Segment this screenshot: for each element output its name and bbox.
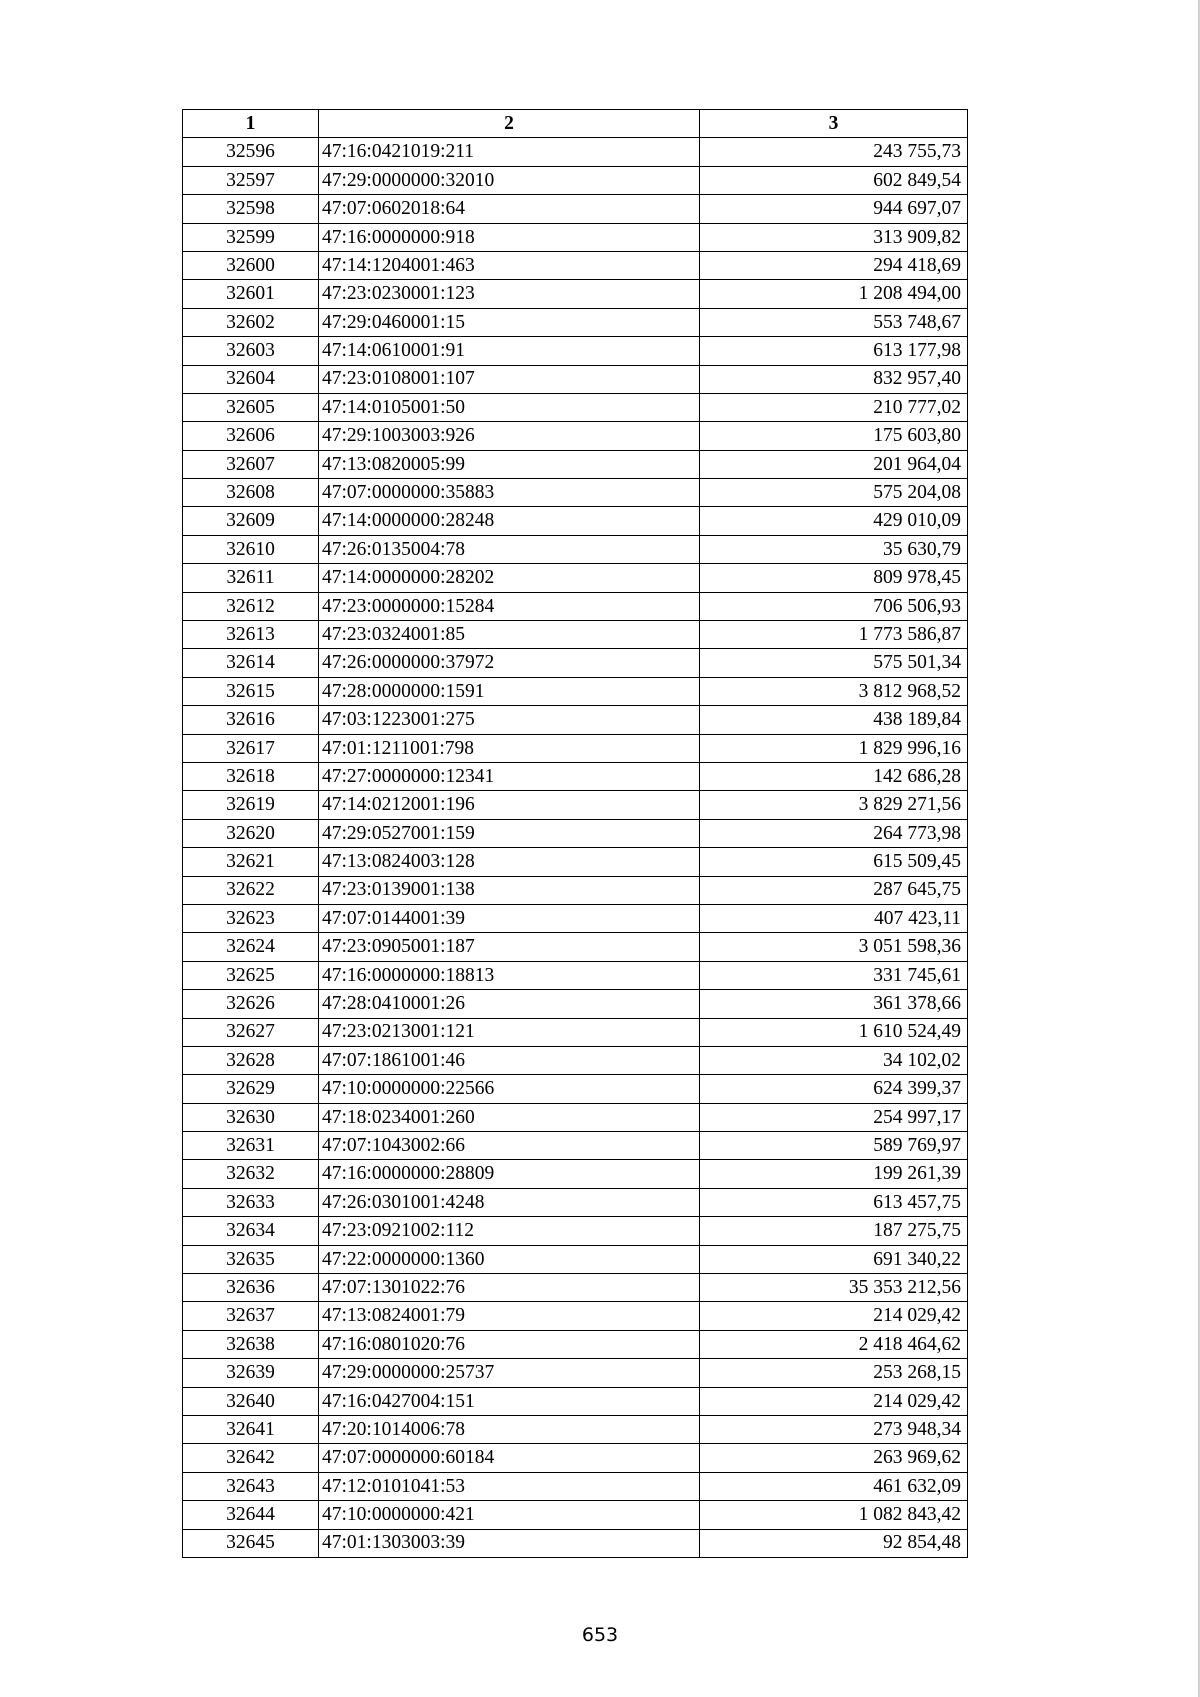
- cadastral-number-cell: 47:14:0610001:91: [319, 337, 700, 365]
- row-number-cell: 32599: [183, 223, 319, 251]
- row-number-cell: 32644: [183, 1501, 319, 1529]
- table-row: [183, 1302, 968, 1330]
- cadastral-number-cell: 47:29:0460001:15: [319, 308, 700, 336]
- cadastral-number-cell: 47:13:0824003:128: [319, 848, 700, 876]
- cadastral-number-cell: 47:16:0427004:151: [319, 1387, 700, 1415]
- value-cell: 187 275,75: [700, 1217, 968, 1245]
- cadastral-number-cell: 47:07:1043002:66: [319, 1132, 700, 1160]
- value-cell: 34 102,02: [700, 1046, 968, 1074]
- value-cell: 3 812 968,52: [700, 677, 968, 705]
- table-row: [183, 1160, 968, 1188]
- row-number-cell: 32597: [183, 166, 319, 194]
- table-row: [183, 961, 968, 989]
- row-number-cell: 32640: [183, 1387, 319, 1415]
- value-cell: 243 755,73: [700, 138, 968, 166]
- row-number-cell: 32628: [183, 1046, 319, 1074]
- cadastral-number-cell: 47:28:0410001:26: [319, 990, 700, 1018]
- page-number: 653: [581, 1624, 619, 1646]
- cadastral-number-cell: 47:23:0921002:112: [319, 1217, 700, 1245]
- row-number-cell: 32625: [183, 961, 319, 989]
- value-cell: 214 029,42: [700, 1387, 968, 1415]
- value-cell: 142 686,28: [700, 762, 968, 790]
- cadastral-number-cell: 47:29:1003003:926: [319, 422, 700, 450]
- cadastral-number-cell: 47:07:0000000:60184: [319, 1444, 700, 1472]
- value-cell: 944 697,07: [700, 195, 968, 223]
- value-cell: 35 630,79: [700, 535, 968, 563]
- value-cell: 264 773,98: [700, 819, 968, 847]
- cadastral-number-cell: 47:16:0000000:918: [319, 223, 700, 251]
- table-row: [183, 195, 968, 223]
- row-number-cell: 32624: [183, 933, 319, 961]
- row-number-cell: 32638: [183, 1330, 319, 1358]
- cadastral-number-cell: 47:14:0212001:196: [319, 791, 700, 819]
- table-row: [183, 1444, 968, 1472]
- row-number-cell: 32608: [183, 479, 319, 507]
- table-row: [183, 677, 968, 705]
- cadastral-number-cell: 47:23:0108001:107: [319, 365, 700, 393]
- value-cell: 175 603,80: [700, 422, 968, 450]
- row-number-cell: 32600: [183, 251, 319, 279]
- table-row: [183, 1132, 968, 1160]
- cadastral-number-cell: 47:14:0000000:28248: [319, 507, 700, 535]
- value-cell: 313 909,82: [700, 223, 968, 251]
- cadastral-number-cell: 47:23:0230001:123: [319, 280, 700, 308]
- cadastral-number-cell: 47:23:0213001:121: [319, 1018, 700, 1046]
- row-number-cell: 32604: [183, 365, 319, 393]
- table-row: [183, 876, 968, 904]
- table-row: [183, 734, 968, 762]
- table-row: [183, 393, 968, 421]
- table-row: [183, 337, 968, 365]
- cadastral-number-cell: 47:20:1014006:78: [319, 1415, 700, 1443]
- table-row: [183, 649, 968, 677]
- table-row: [183, 479, 968, 507]
- table-row: [183, 706, 968, 734]
- row-number-cell: 32630: [183, 1103, 319, 1131]
- cadastral-number-cell: 47:26:0000000:37972: [319, 649, 700, 677]
- column-header-2: 2: [319, 110, 700, 138]
- row-number-cell: 32606: [183, 422, 319, 450]
- row-number-cell: 32643: [183, 1472, 319, 1500]
- table-row: [183, 592, 968, 620]
- cadastral-number-cell: 47:23:0324001:85: [319, 621, 700, 649]
- value-cell: 429 010,09: [700, 507, 968, 535]
- value-cell: 263 969,62: [700, 1444, 968, 1472]
- cadastral-number-cell: 47:23:0000000:15284: [319, 592, 700, 620]
- value-cell: 691 340,22: [700, 1245, 968, 1273]
- cadastral-number-cell: 47:14:1204001:463: [319, 251, 700, 279]
- row-number-cell: 32603: [183, 337, 319, 365]
- table-row: [183, 280, 968, 308]
- cadastral-number-cell: 47:29:0000000:25737: [319, 1359, 700, 1387]
- value-cell: 1 829 996,16: [700, 734, 968, 762]
- table-row: [183, 1245, 968, 1273]
- cadastral-number-cell: 47:29:0000000:32010: [319, 166, 700, 194]
- cadastral-number-cell: 47:16:0801020:76: [319, 1330, 700, 1358]
- value-cell: 361 378,66: [700, 990, 968, 1018]
- data-table-container: [182, 109, 967, 1558]
- row-number-cell: 32617: [183, 734, 319, 762]
- table-row: [183, 819, 968, 847]
- value-cell: 624 399,37: [700, 1075, 968, 1103]
- cadastral-number-cell: 47:07:1861001:46: [319, 1046, 700, 1074]
- row-number-cell: 32602: [183, 308, 319, 336]
- value-cell: 407 423,11: [700, 904, 968, 932]
- cadastral-number-cell: 47:18:0234001:260: [319, 1103, 700, 1131]
- value-cell: 589 769,97: [700, 1132, 968, 1160]
- cadastral-number-cell: 47:07:0000000:35883: [319, 479, 700, 507]
- table-row: [183, 1529, 968, 1557]
- value-cell: 253 268,15: [700, 1359, 968, 1387]
- value-cell: 3 051 598,36: [700, 933, 968, 961]
- table-row: [183, 1274, 968, 1302]
- value-cell: 809 978,45: [700, 564, 968, 592]
- value-cell: 294 418,69: [700, 251, 968, 279]
- row-number-cell: 32645: [183, 1529, 319, 1557]
- cadastral-number-cell: 47:07:0602018:64: [319, 195, 700, 223]
- value-cell: 706 506,93: [700, 592, 968, 620]
- row-number-cell: 32633: [183, 1188, 319, 1216]
- value-cell: 287 645,75: [700, 876, 968, 904]
- row-number-cell: 32609: [183, 507, 319, 535]
- row-number-cell: 32637: [183, 1302, 319, 1330]
- row-number-cell: 32614: [183, 649, 319, 677]
- table-row: [183, 1359, 968, 1387]
- value-cell: 613 177,98: [700, 337, 968, 365]
- row-number-cell: 32619: [183, 791, 319, 819]
- table-row: [183, 251, 968, 279]
- row-number-cell: 32642: [183, 1444, 319, 1472]
- value-cell: 461 632,09: [700, 1472, 968, 1500]
- row-number-cell: 32607: [183, 450, 319, 478]
- row-number-cell: 32618: [183, 762, 319, 790]
- cadastral-number-cell: 47:03:1223001:275: [319, 706, 700, 734]
- value-cell: 35 353 212,56: [700, 1274, 968, 1302]
- cadastral-number-cell: 47:16:0421019:211: [319, 138, 700, 166]
- table-row: [183, 1103, 968, 1131]
- row-number-cell: 32627: [183, 1018, 319, 1046]
- cadastral-number-cell: 47:14:0000000:28202: [319, 564, 700, 592]
- value-cell: 438 189,84: [700, 706, 968, 734]
- cadastral-number-cell: 47:23:0905001:187: [319, 933, 700, 961]
- cadastral-number-cell: 47:16:0000000:18813: [319, 961, 700, 989]
- cadastral-number-cell: 47:26:0135004:78: [319, 535, 700, 563]
- cadastral-number-cell: 47:01:1303003:39: [319, 1529, 700, 1557]
- value-cell: 254 997,17: [700, 1103, 968, 1131]
- value-cell: 1 610 524,49: [700, 1018, 968, 1046]
- table-row: [183, 1501, 968, 1529]
- table-row: [183, 308, 968, 336]
- table-row: [183, 166, 968, 194]
- cadastral-number-cell: 47:07:1301022:76: [319, 1274, 700, 1302]
- value-cell: 553 748,67: [700, 308, 968, 336]
- data-table: [182, 109, 968, 1558]
- column-header-1: 1: [183, 110, 319, 138]
- table-row: [183, 1188, 968, 1216]
- table-row: [183, 621, 968, 649]
- table-row: [183, 1330, 968, 1358]
- value-cell: 832 957,40: [700, 365, 968, 393]
- table-body: [183, 138, 968, 1558]
- value-cell: 602 849,54: [700, 166, 968, 194]
- cadastral-number-cell: 47:14:0105001:50: [319, 393, 700, 421]
- value-cell: 575 204,08: [700, 479, 968, 507]
- table-row: [183, 138, 968, 166]
- row-number-cell: 32596: [183, 138, 319, 166]
- table-row: [183, 1075, 968, 1103]
- table-row: [183, 990, 968, 1018]
- row-number-cell: 32611: [183, 564, 319, 592]
- value-cell: 1 082 843,42: [700, 1501, 968, 1529]
- table-row: [183, 904, 968, 932]
- table-row: [183, 365, 968, 393]
- row-number-cell: 32616: [183, 706, 319, 734]
- row-number-cell: 32612: [183, 592, 319, 620]
- table-row: [183, 223, 968, 251]
- table-row: [183, 422, 968, 450]
- cadastral-number-cell: 47:10:0000000:421: [319, 1501, 700, 1529]
- row-number-cell: 32623: [183, 904, 319, 932]
- row-number-cell: 32610: [183, 535, 319, 563]
- table-row: [183, 535, 968, 563]
- row-number-cell: 32626: [183, 990, 319, 1018]
- row-number-cell: 32620: [183, 819, 319, 847]
- table-row: [183, 1018, 968, 1046]
- value-cell: 575 501,34: [700, 649, 968, 677]
- table-row: [183, 1415, 968, 1443]
- cadastral-number-cell: 47:16:0000000:28809: [319, 1160, 700, 1188]
- row-number-cell: 32598: [183, 195, 319, 223]
- row-number-cell: 32629: [183, 1075, 319, 1103]
- row-number-cell: 32605: [183, 393, 319, 421]
- row-number-cell: 32601: [183, 280, 319, 308]
- row-number-cell: 32615: [183, 677, 319, 705]
- row-number-cell: 32636: [183, 1274, 319, 1302]
- value-cell: 613 457,75: [700, 1188, 968, 1216]
- table-header-row: [183, 110, 968, 138]
- cadastral-number-cell: 47:13:0820005:99: [319, 450, 700, 478]
- value-cell: 2 418 464,62: [700, 1330, 968, 1358]
- value-cell: 615 509,45: [700, 848, 968, 876]
- value-cell: 331 745,61: [700, 961, 968, 989]
- value-cell: 3 829 271,56: [700, 791, 968, 819]
- cadastral-number-cell: 47:27:0000000:12341: [319, 762, 700, 790]
- value-cell: 92 854,48: [700, 1529, 968, 1557]
- table-row: [183, 791, 968, 819]
- table-row: [183, 450, 968, 478]
- cadastral-number-cell: 47:07:0144001:39: [319, 904, 700, 932]
- cadastral-number-cell: 47:26:0301001:4248: [319, 1188, 700, 1216]
- cadastral-number-cell: 47:28:0000000:1591: [319, 677, 700, 705]
- row-number-cell: 32641: [183, 1415, 319, 1443]
- table-row: [183, 1046, 968, 1074]
- cadastral-number-cell: 47:22:0000000:1360: [319, 1245, 700, 1273]
- value-cell: 273 948,34: [700, 1415, 968, 1443]
- cadastral-number-cell: 47:12:0101041:53: [319, 1472, 700, 1500]
- value-cell: 214 029,42: [700, 1302, 968, 1330]
- value-cell: 1 773 586,87: [700, 621, 968, 649]
- column-header-3: 3: [700, 110, 968, 138]
- value-cell: 210 777,02: [700, 393, 968, 421]
- row-number-cell: 32639: [183, 1359, 319, 1387]
- value-cell: 201 964,04: [700, 450, 968, 478]
- table-row: [183, 564, 968, 592]
- row-number-cell: 32622: [183, 876, 319, 904]
- cadastral-number-cell: 47:13:0824001:79: [319, 1302, 700, 1330]
- table-row: [183, 762, 968, 790]
- cadastral-number-cell: 47:01:1211001:798: [319, 734, 700, 762]
- table-row: [183, 848, 968, 876]
- cadastral-number-cell: 47:23:0139001:138: [319, 876, 700, 904]
- table-row: [183, 1217, 968, 1245]
- cadastral-number-cell: 47:29:0527001:159: [319, 819, 700, 847]
- table-row: [183, 1387, 968, 1415]
- value-cell: 1 208 494,00: [700, 280, 968, 308]
- row-number-cell: 32621: [183, 848, 319, 876]
- row-number-cell: 32634: [183, 1217, 319, 1245]
- table-row: [183, 933, 968, 961]
- row-number-cell: 32613: [183, 621, 319, 649]
- table-row: [183, 1472, 968, 1500]
- row-number-cell: 32631: [183, 1132, 319, 1160]
- cadastral-number-cell: 47:10:0000000:22566: [319, 1075, 700, 1103]
- table-row: [183, 507, 968, 535]
- value-cell: 199 261,39: [700, 1160, 968, 1188]
- row-number-cell: 32632: [183, 1160, 319, 1188]
- row-number-cell: 32635: [183, 1245, 319, 1273]
